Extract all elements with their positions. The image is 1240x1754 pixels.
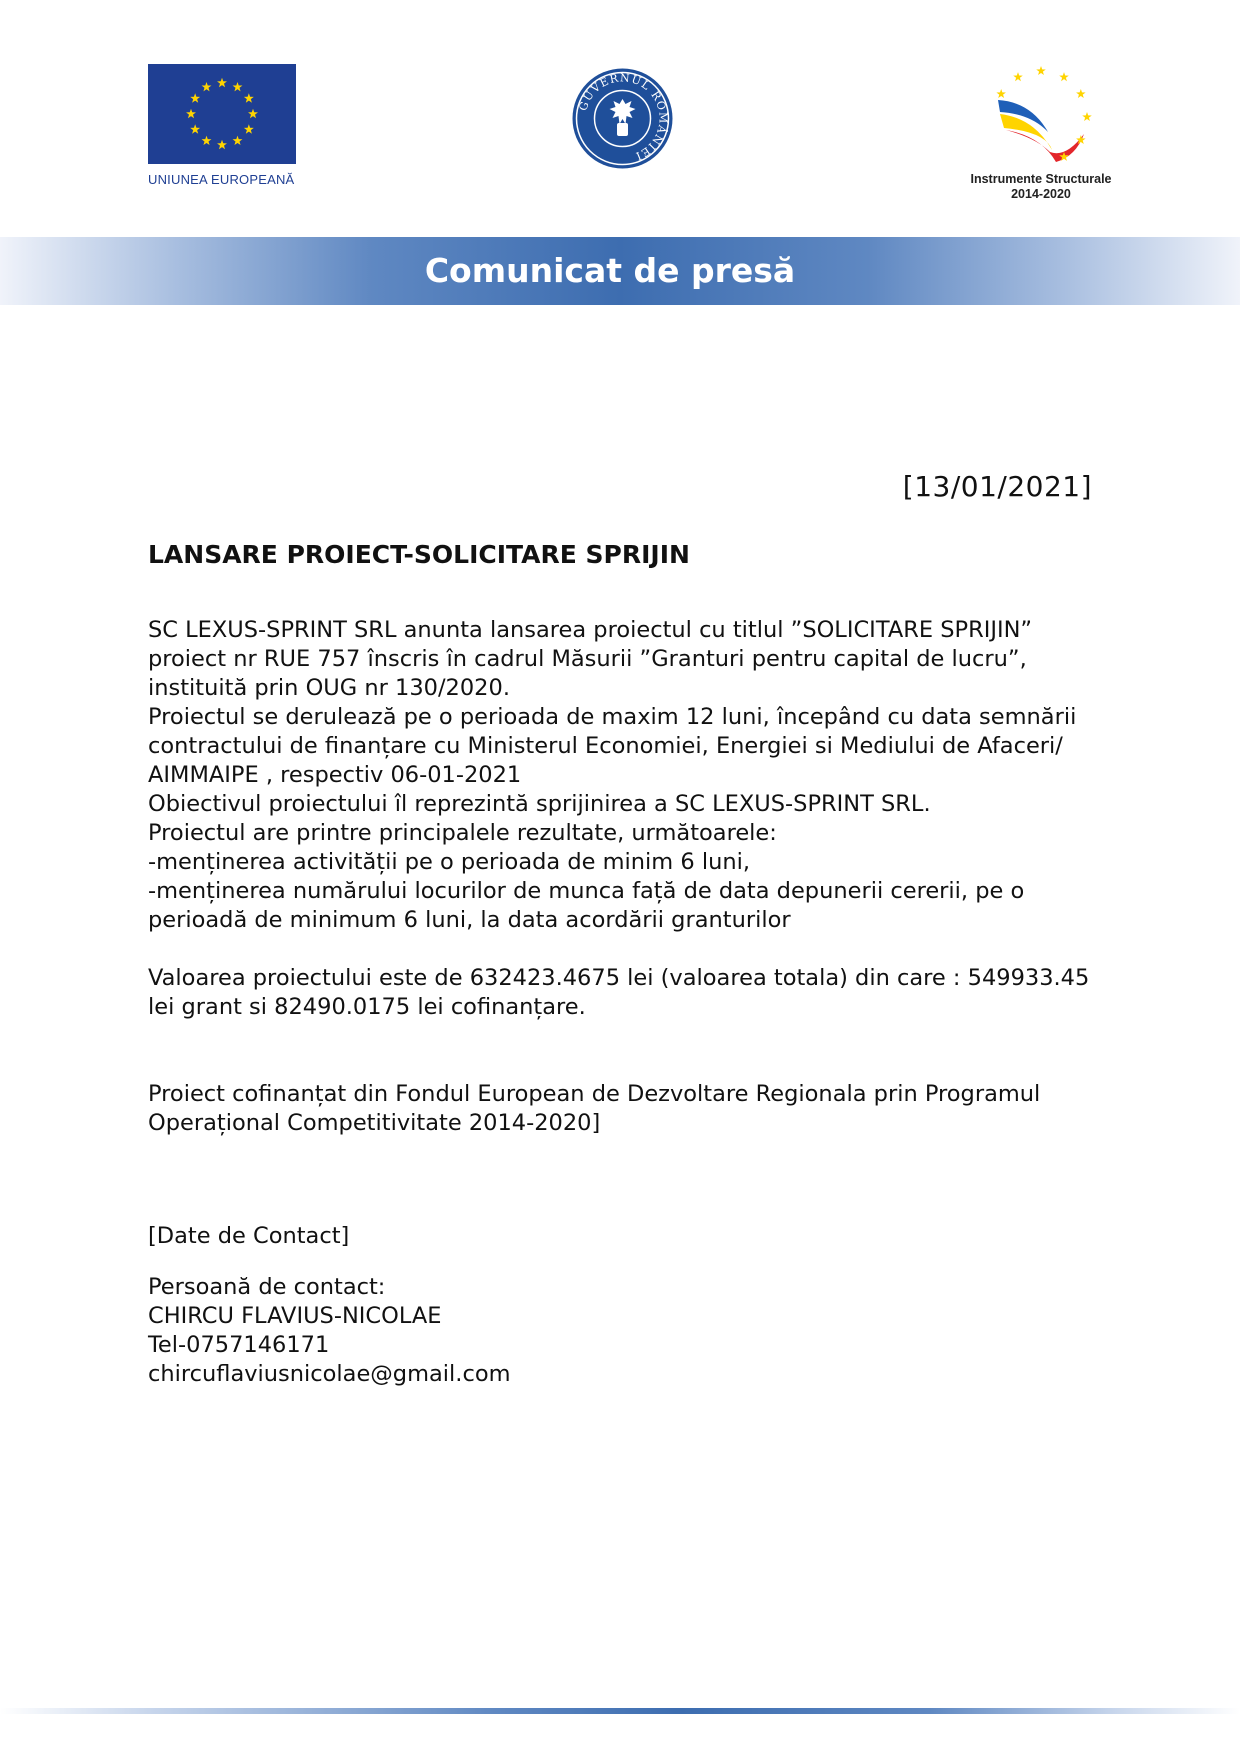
is-star-icon	[1076, 89, 1086, 98]
structural-instruments-caption: Instrumente Structurale 2014-2020	[970, 172, 1112, 201]
project-value-line: Valoarea proiectului este de 632423.4675 lei (valoarea totala) din care : 549933.45	[148, 965, 1090, 991]
eu-flag-icon	[148, 64, 296, 164]
body-line: SC LEXUS-SPRINT SRL anunta lansarea proiectul cu titlul ”SOLICITARE SPRIJIN”	[148, 617, 1033, 643]
is-star-icon	[1082, 112, 1092, 121]
contact-label: Persoană de contact:	[148, 1274, 386, 1300]
is-star-icon	[1059, 72, 1069, 81]
is-star-icon	[1013, 72, 1023, 81]
structural-instruments-icon	[986, 62, 1096, 172]
press-release-banner	[0, 237, 1240, 305]
government-seal-icon	[571, 67, 674, 170]
contact-name: CHIRCU FLAVIUS-NICOLAE	[148, 1303, 442, 1329]
contact-email: chircuflaviusnicolae@gmail.com	[148, 1361, 511, 1387]
body-line: -menținerea numărului locurilor de munca față de data depunerii cererii, pe o	[148, 878, 1025, 904]
government-ring-text: GUVERNUL ROMÂNIEI	[576, 71, 670, 163]
body-line: contractului de finanțare cu Ministerul Economiei, Energiei si Mediului de Afaceri/	[148, 733, 1063, 759]
headline: LANSARE PROIECT-SOLICITARE SPRIJIN	[148, 540, 690, 569]
footer-divider	[0, 1708, 1240, 1714]
body-line: instituită prin OUG nr 130/2020.	[148, 675, 510, 701]
contact-phone: Tel-0757146171	[148, 1332, 330, 1358]
release-date: [13/01/2021]	[902, 470, 1092, 503]
project-value-line: lei grant si 82490.0175 lei cofinanțare.	[148, 994, 586, 1020]
body-line: proiect nr RUE 757 înscris în cadrul Măsurii ”Granturi pentru capital de lucru”,	[148, 646, 1027, 672]
banner-title: Comunicat de presă	[424, 251, 796, 290]
eu-caption: UNIUNEA EUROPEANĂ	[148, 172, 295, 187]
cofinancing-line: Operațional Competitivitate 2014-2020]	[148, 1110, 601, 1136]
is-star-icon	[996, 89, 1006, 98]
is-star-icon	[1036, 66, 1046, 75]
body-line: Proiectul se derulează pe o perioada de maxim 12 luni, începând cu data semnării	[148, 704, 1077, 730]
press-release-body	[148, 616, 1108, 1389]
body-line: perioadă de minimum 6 luni, la data acordării granturilor	[148, 907, 791, 933]
body-line: Proiectul are printre principalele rezultate, următoarele:	[148, 820, 777, 846]
contact-heading: [Date de Contact]	[148, 1223, 350, 1249]
government-seal-logo	[571, 67, 674, 170]
body-line: -menținerea activității pe o perioada de minim 6 luni,	[148, 849, 751, 875]
body-line: Obiectivul proiectului îl reprezintă sprijinirea a SC LEXUS-SPRINT SRL.	[148, 791, 931, 817]
structural-instruments-logo	[966, 62, 1126, 202]
eu-logo	[148, 64, 300, 187]
body-line: AIMMAIPE , respectiv 06-01-2021	[148, 762, 522, 788]
cofinancing-line: Proiect cofinanțat din Fondul European de Dezvoltare Regionala prin Programul	[148, 1081, 1041, 1107]
